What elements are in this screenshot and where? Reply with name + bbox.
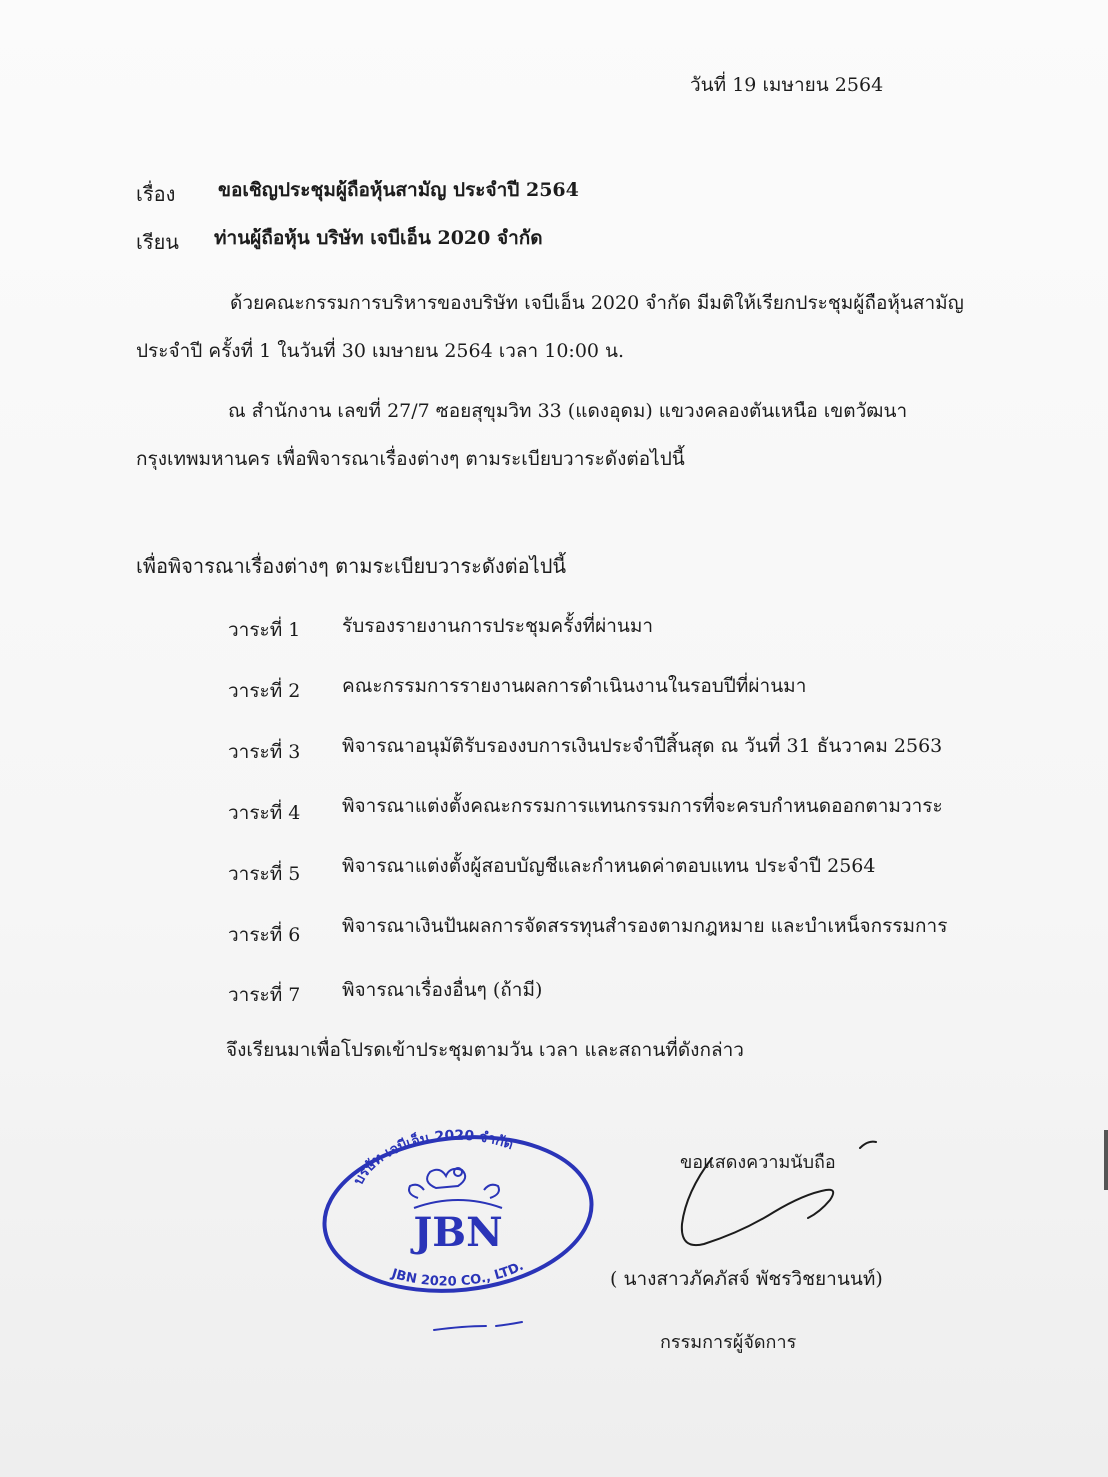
- stamp-top-text: บริษัท เจบีเอ็น 2020 จำกัด: [350, 1128, 516, 1188]
- agenda-text-4: พิจารณาแต่งตั้งคณะกรรมการแทนกรรมการที่จะครบกำหนดออกตามวาระ: [342, 795, 943, 817]
- subject-label: เรื่อง: [136, 182, 176, 206]
- agenda-text-7: พิจารณาเรื่องอื่นๆ (ถ้ามี): [342, 979, 543, 1001]
- letter-date: วันที่ 19 เมษายน 2564: [690, 74, 884, 96]
- agenda-number-7: วาระที่ 7: [228, 984, 301, 1006]
- paragraph-2-line-1: ณ สำนักงาน เลขที่ 27/7 ซอยสุขุมวิท 33 (แดงอุดม) แขวงคลองตันเหนือ เขตวัฒนา: [228, 400, 908, 422]
- agenda-number-6: วาระที่ 6: [228, 924, 301, 946]
- closing-sentence: จึงเรียนมาเพื่อโปรดเข้าประชุมตามวัน เวลา และสถานที่ดังกล่าว: [226, 1039, 744, 1061]
- signature: [660, 1140, 900, 1280]
- signer-position: กรรมการผู้จัดการ: [660, 1332, 797, 1353]
- agenda-title: เพื่อพิจารณาเรื่องต่างๆ ตามระเบียบวาระดังต่อไปนี้: [136, 554, 567, 578]
- recipient-label: เรียน: [136, 230, 179, 254]
- recipient-value: ท่านผู้ถือหุ้น บริษัท เจบีเอ็น 2020 จำกัด: [214, 227, 543, 249]
- pen-mark: [430, 1320, 530, 1336]
- regards-text: ขอแสดงความนับถือ: [680, 1152, 836, 1173]
- agenda-number-2: วาระที่ 2: [228, 680, 301, 702]
- agenda-number-4: วาระที่ 4: [228, 802, 301, 824]
- agenda-number-3: วาระที่ 3: [228, 741, 301, 763]
- stamp-bottom-text: JBN 2020 CO., LTD.: [389, 1258, 527, 1290]
- page-edge-shadow: [1104, 1130, 1108, 1190]
- stamp-logo-text: JBN: [413, 1209, 503, 1256]
- stamp-ornament-icon: [409, 1168, 502, 1208]
- paragraph-1-line-1: ด้วยคณะกรรมการบริหารของบริษัท เจบีเอ็น 2020 จำกัด มีมติให้เรียกประชุมผู้ถือหุ้นสามัญ: [230, 292, 964, 314]
- agenda-text-5: พิจารณาแต่งตั้งผู้สอบบัญชีและกำหนดค่าตอบแทน ประจำปี 2564: [342, 855, 876, 877]
- agenda-text-6: พิจารณาเงินปันผลการจัดสรรทุนสำรองตามกฎหมาย และบำเหน็จกรรมการ: [342, 915, 948, 937]
- company-stamp: [318, 1128, 598, 1298]
- subject-value: ขอเชิญประชุมผู้ถือหุ้นสามัญ ประจำปี 2564: [218, 179, 579, 201]
- signer-name: ( นางสาวภัคภัสจ์ พัชรวิชยานนท์): [610, 1268, 883, 1290]
- agenda-text-1: รับรองรายงานการประชุมครั้งที่ผ่านมา: [342, 615, 654, 637]
- agenda-number-1: วาระที่ 1: [228, 619, 301, 641]
- agenda-text-2: คณะกรรมการรายงานผลการดำเนินงานในรอบปีที่ผ่านมา: [342, 675, 807, 697]
- agenda-number-5: วาระที่ 5: [228, 863, 301, 885]
- paragraph-2-line-2: กรุงเทพมหานคร เพื่อพิจารณาเรื่องต่างๆ ตามระเบียบวาระดังต่อไปนี้: [136, 448, 685, 470]
- agenda-text-3: พิจารณาอนุมัติรับรองงบการเงินประจำปีสิ้นสุด ณ วันที่ 31 ธันวาคม 2563: [342, 735, 943, 757]
- paragraph-1-line-2: ประจำปี ครั้งที่ 1 ในวันที่ 30 เมษายน 2564 เวลา 10:00 น.: [136, 340, 625, 362]
